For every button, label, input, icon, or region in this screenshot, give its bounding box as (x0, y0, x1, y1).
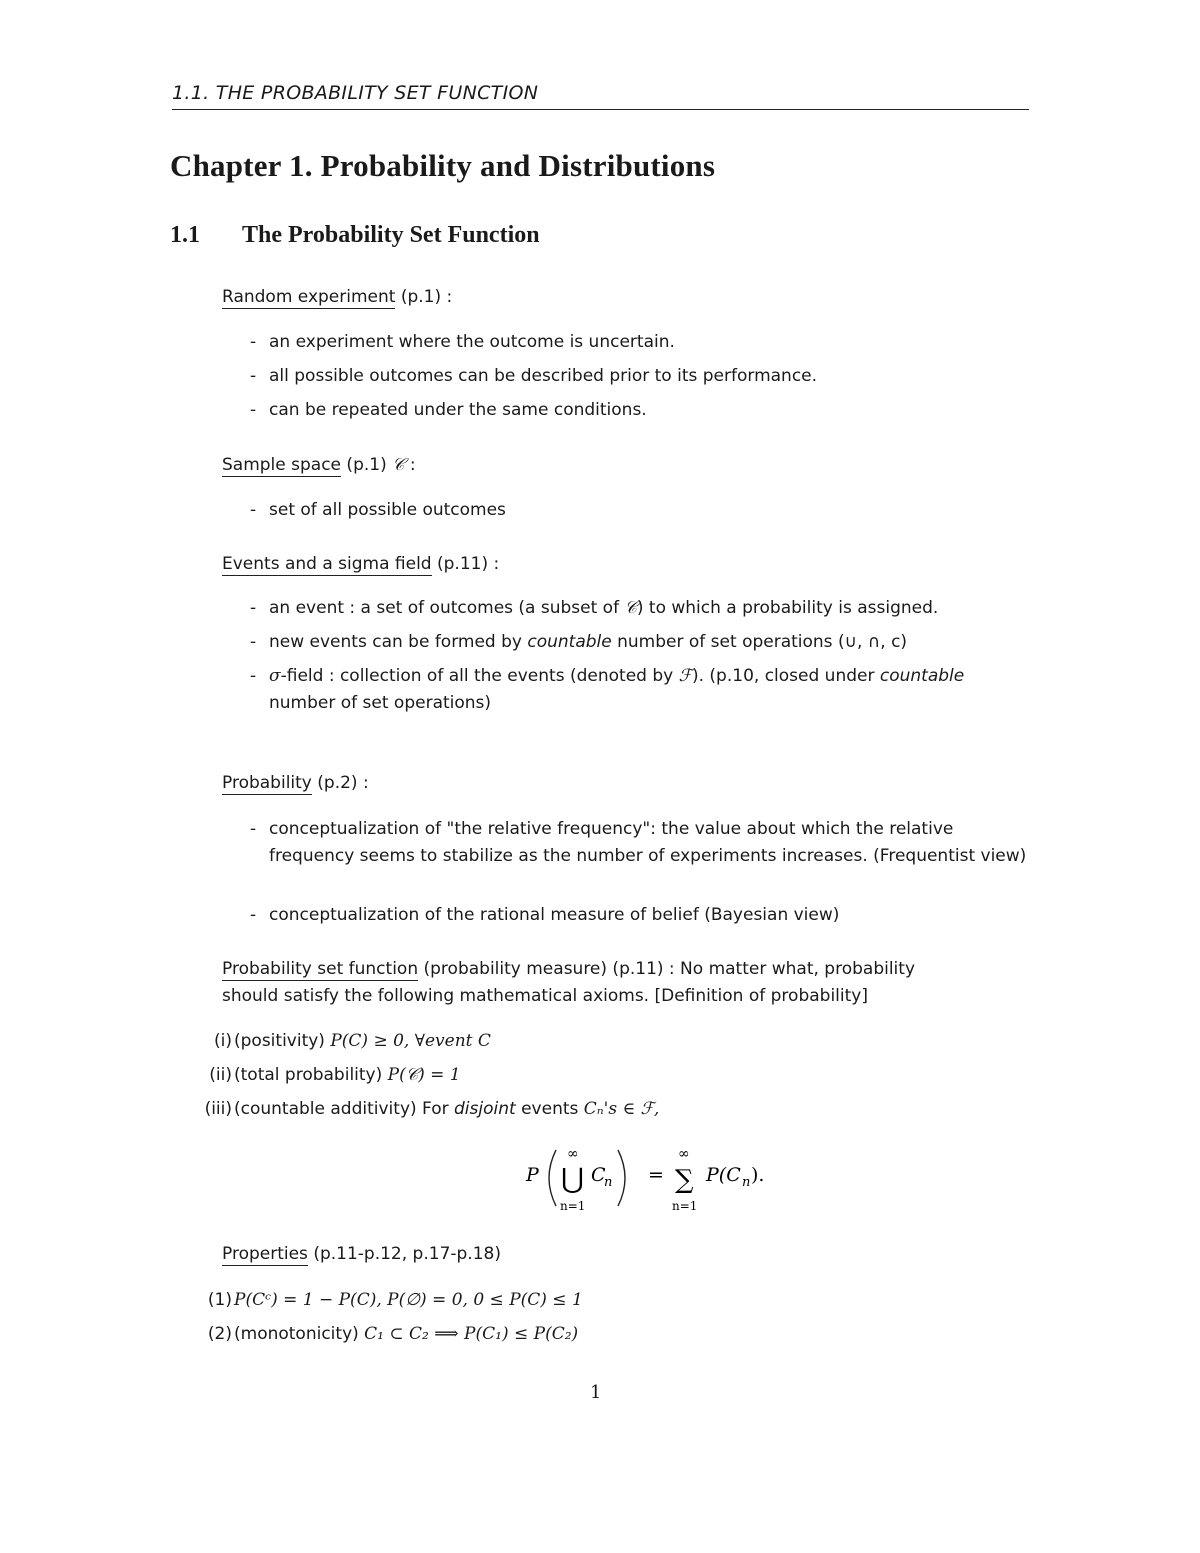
list-item-text: can be repeated under the same conditions. (269, 400, 647, 420)
list-item-text: set of all possible outcomes (269, 500, 506, 520)
list-item: - can be repeated under the same conditions. (250, 397, 1040, 424)
sum-symbol: ∑ (675, 1165, 694, 1195)
term-psf: Probability set function (222, 959, 419, 979)
eq-lower-limit: n=1 (560, 1199, 586, 1213)
axiom-label: (ii) (209, 1065, 232, 1085)
list-item-text: an experiment where the outcome is uncertain. (269, 332, 675, 352)
text: an event : a set of outcomes (a subset of (269, 598, 625, 618)
section-heading (170, 222, 540, 249)
property-label: (1) (207, 1290, 232, 1310)
eq-sub-n: n (604, 1175, 613, 1190)
list-item-text: all possible outcomes can be described prior to its performance. (269, 366, 818, 386)
axiom-label: (iii) (204, 1099, 232, 1119)
running-head: 1.1. THE PROBABILITY SET FUNCTION (172, 82, 539, 104)
text: (countable additivity) For (234, 1099, 455, 1119)
term-sample-space: Sample space (222, 455, 342, 475)
sigma-symbol: σ (269, 666, 281, 686)
list-item: - new events can be formed by countable number of set operations (∪, ∩, c) (250, 632, 908, 652)
properties-heading (222, 1241, 501, 1268)
ref-properties: (p.11-p.12, p.17-p.18) (307, 1244, 501, 1264)
probability-heading (222, 770, 369, 797)
term-events: Events and a sigma field (222, 554, 432, 574)
eq-c: C (591, 1164, 606, 1186)
eq-rhs-end: ). (751, 1164, 765, 1186)
left-paren (549, 1150, 556, 1206)
list-item: - all possible outcomes can be described prior to its performance. (250, 363, 1040, 390)
sample-space-symbol: 𝒞 (392, 455, 405, 475)
emphasis: countable (527, 632, 612, 652)
emphasis: countable (879, 666, 965, 686)
events-heading (222, 551, 499, 578)
text: (probability measure) (p.11) : No matter what, probability (418, 959, 916, 979)
eq-p: P (526, 1164, 539, 1186)
list-item: - conceptualization of "the relative frequency": the value about which the relative frequency seems to stabilize as the number of experiments increases. (Frequentist view) (250, 816, 1030, 870)
text: (monotonicity) (234, 1324, 365, 1344)
list-item: - σ-field : collection of all the events (denoted by ℱ). (p.10, closed under countable number of set operations) (250, 666, 965, 713)
list-item-text: conceptualization of "the relative frequency": the value about which the relative frequency seems to stabilize as the number of experiments increases. (Frequentist view) (269, 819, 1027, 866)
page-number: 1 (590, 1382, 602, 1403)
term-properties: Properties (222, 1244, 308, 1264)
axiom-label: (i) (214, 1031, 232, 1051)
text: ). (p.10, closed under (691, 666, 880, 686)
text: events (515, 1099, 584, 1119)
ref-random-experiment: (p.1) : (395, 287, 453, 307)
random-experiment-heading (222, 284, 452, 311)
eq-sub-n: n (742, 1175, 751, 1190)
sigma-field-symbol: ℱ (678, 666, 692, 686)
text: should satisfy the following mathematical axioms. [Definition of probability] (222, 986, 868, 1006)
list-item: - an experiment where the outcome is uncertain. (250, 329, 1040, 356)
right-paren (618, 1150, 625, 1206)
list-item-text: conceptualization of the rational measure of belief (Bayesian view) (269, 905, 840, 925)
text: (positivity) (234, 1031, 331, 1051)
section-number: 1.1 (170, 222, 200, 248)
eq-rhs: P(C (706, 1164, 741, 1186)
text: ) to which a probability is assigned. (636, 598, 939, 618)
countable-additivity-equation (520, 1138, 790, 1218)
math: P(Cᶜ) = 1 − P(C), P(∅) = 0, 0 ≤ P(C) ≤ 1 (234, 1290, 583, 1310)
emphasis: disjoint (454, 1099, 516, 1119)
ref-events: (p.11) : (431, 554, 500, 574)
eq-upper-limit: ∞ (567, 1146, 579, 1162)
text: new events can be formed by (269, 632, 528, 652)
psf-paragraph (222, 956, 1032, 1010)
list-item: - conceptualization of the rational measure of belief (Bayesian view) (250, 902, 1040, 929)
text: number of set operations) (269, 693, 492, 713)
term-random-experiment: Random experiment (222, 287, 396, 307)
chapter-title: Chapter 1. Probability and Distributions (170, 148, 716, 183)
text: (total probability) (234, 1065, 388, 1085)
sample-space-symbol: 𝒞 (624, 598, 637, 618)
text: number of set operations (∪, ∩, c) (611, 632, 908, 652)
colon: : (404, 455, 416, 475)
text: -field : collection of all the events (denoted by (280, 666, 679, 686)
math: C₁ ⊂ C₂ ⟹ P(C₁) ≤ P(C₂) (364, 1324, 579, 1344)
list-item: - an event : a set of outcomes (a subset of 𝒞) to which a probability is assigned. (250, 598, 939, 618)
header-rule (172, 109, 1029, 110)
sample-space-heading (222, 452, 416, 479)
list-item: - set of all possible outcomes (250, 497, 1040, 524)
property-label: (2) (207, 1324, 232, 1344)
math: P(𝒞) = 1 (387, 1065, 461, 1085)
math: Cₙ's ∈ ℱ, (583, 1099, 660, 1119)
ref-probability: (p.2) : (311, 773, 369, 793)
eq-lower-limit: n=1 (672, 1199, 698, 1213)
section-title: The Probability Set Function (242, 222, 540, 248)
union-symbol: ⋃ (561, 1162, 584, 1195)
term-probability: Probability (222, 773, 312, 793)
ref-sample-space: (p.1) (341, 455, 393, 475)
math: P(C) ≥ 0, ∀event C (330, 1031, 491, 1051)
eq-equals: = (648, 1164, 664, 1186)
eq-upper-limit: ∞ (678, 1146, 690, 1162)
